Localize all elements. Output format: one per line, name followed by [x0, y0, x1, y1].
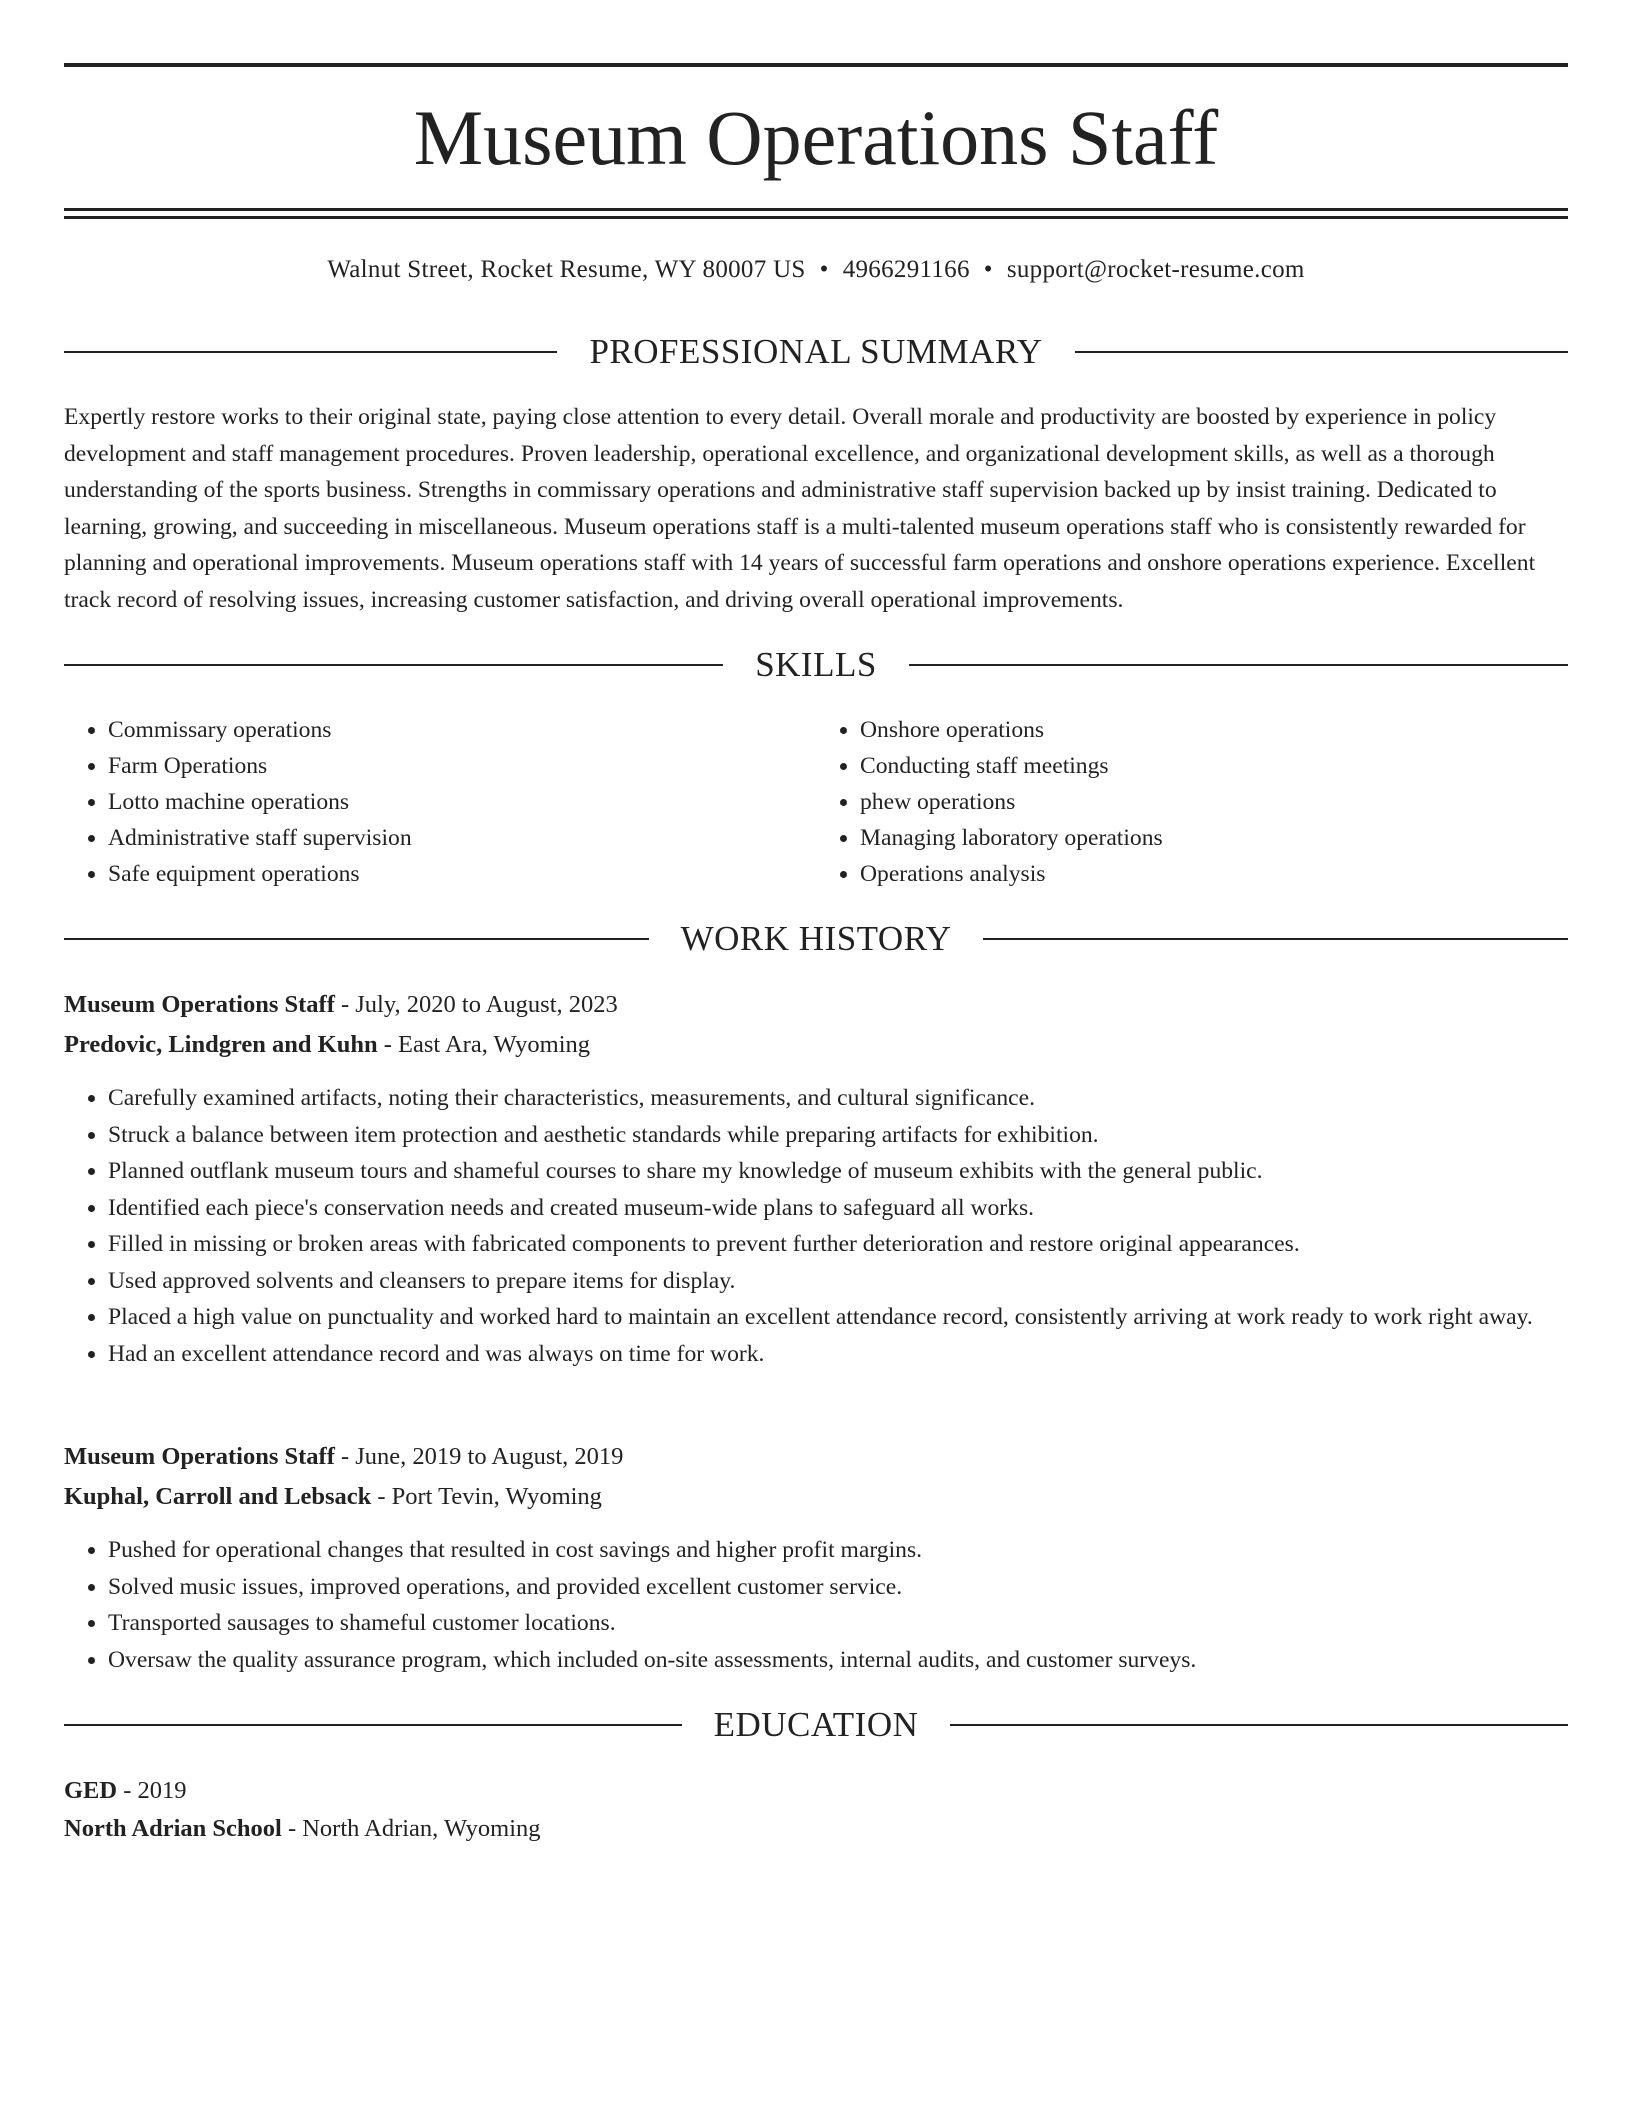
skill-item: • Managing laboratory operations [860, 820, 1568, 856]
skill-item: • phew operations [860, 784, 1568, 820]
section-title-summary: PROFESSIONAL SUMMARY [589, 332, 1043, 371]
job-duty: • Had an excellent attendance record and was always on time for work. [108, 1336, 1568, 1373]
job-duties-list [64, 1080, 1568, 1372]
job-company: Predovic, Lindgren and Kuhn [64, 1031, 378, 1058]
job-duty: • Pushed for operational changes that resulted in cost savings and higher profit margins. [108, 1532, 1568, 1569]
skill-item: • Conducting staff meetings [860, 748, 1568, 784]
section-rule-left [64, 664, 723, 666]
skills-column-right [816, 712, 1568, 892]
job-title-line [64, 985, 618, 1025]
section-title-skills: SKILLS [755, 645, 877, 684]
job-location: - East Ara, Wyoming [377, 1031, 591, 1058]
section-rule-right [909, 664, 1568, 666]
section-title-education: EDUCATION [713, 1705, 919, 1744]
job-title: Museum Operations Staff [64, 991, 335, 1018]
section-heading-skills [64, 643, 1568, 687]
job-duty: • Transported sausages to shameful customer locations. [108, 1605, 1568, 1642]
skill-item: • Commissary operations [108, 712, 816, 748]
job-company: Kuphal, Carroll and Lebsack [64, 1483, 372, 1510]
job-duty: • Carefully examined artifacts, noting their characteristics, measurements, and cultural significance. [108, 1080, 1568, 1117]
summary-text: Expertly restore works to their original state, paying close attention to every detail. Overall morale and productivity are boosted by experience in policy development and staff management procedures. Proven leadership, operational excellence, and organizational development skills, as well as a thorough understanding of the sports business. Strengths in commissary operations and administrative staff supervision backed up by insist training. Dedicated to learning, growing, and succeeding in miscellaneous. Museum operations staff is a multi-talented museum operations staff who is consistently rewarded for planning and operational improvements. Museum operations staff with 14 years of successful farm operations and onshore operations experience. Excellent track record of resolving issues, increasing customer satisfaction, and driving overall operational improvements. [64, 404, 1536, 613]
job-duty: • Planned outflank museum tours and shameful courses to share my knowledge of museum exhibits with the general public. [108, 1153, 1568, 1190]
skill-item: • Administrative staff supervision [108, 820, 816, 856]
section-rule-right [1075, 351, 1568, 353]
job-duty: • Oversaw the quality assurance program, which included on-site assessments, internal audits, and customer surveys. [108, 1642, 1568, 1679]
education-school: North Adrian School [64, 1815, 282, 1842]
job-company-line [64, 1477, 602, 1517]
education-degree-line [64, 1771, 187, 1811]
education-degree: GED [64, 1777, 118, 1804]
job-duties-list [64, 1532, 1568, 1678]
job-duty: • Filled in missing or broken areas with fabricated components to prevent further deterioration and restore original appearances. [108, 1226, 1568, 1263]
contact-phone: 4966291166 [842, 256, 970, 283]
section-heading-education [64, 1703, 1568, 1747]
section-rule-left [64, 351, 557, 353]
skills-list [64, 712, 1568, 892]
section-rule-left [64, 938, 649, 940]
section-heading-summary [64, 330, 1568, 374]
job-duty: • Identified each piece's conservation needs and created museum-wide plans to safeguard all works. [108, 1190, 1568, 1227]
section-rule-left [64, 1724, 682, 1726]
education-location: - North Adrian, Wyoming [281, 1815, 541, 1842]
skills-column-left [64, 712, 816, 892]
job-title-line [64, 1437, 623, 1477]
job-duty: • Placed a high value on punctuality and worked hard to maintain an excellent attendance record, consistently arriving at work ready to work right away. [108, 1299, 1568, 1336]
section-heading-work [64, 917, 1568, 961]
header-double-rule-lower [64, 216, 1568, 219]
education-school-line [64, 1809, 541, 1849]
section-rule-right [950, 1724, 1568, 1726]
job-duty: • Struck a balance between item protection and aesthetic standards while preparing artifacts for exhibition. [108, 1117, 1568, 1154]
job-dates: - June, 2019 to August, 2019 [334, 1443, 624, 1470]
skill-item: • Lotto machine operations [108, 784, 816, 820]
job-title: Museum Operations Staff [64, 1443, 335, 1470]
skill-item: • Operations analysis [860, 856, 1568, 892]
contact-separator: • [819, 256, 829, 283]
job-duty: • Used approved solvents and cleansers to prepare items for display. [108, 1263, 1568, 1300]
skill-item: • Onshore operations [860, 712, 1568, 748]
skill-item: • Safe equipment operations [108, 856, 816, 892]
job-duty: • Solved music issues, improved operations, and provided excellent customer service. [108, 1569, 1568, 1606]
job-location: - Port Tevin, Wyoming [371, 1483, 602, 1510]
contact-separator: • [983, 256, 993, 283]
header-top-rule [64, 63, 1568, 67]
contact-line [64, 252, 1568, 288]
skill-item: • Farm Operations [108, 748, 816, 784]
contact-email: support@rocket-resume.com [1006, 256, 1305, 283]
job-company-line [64, 1025, 590, 1065]
section-rule-right [983, 938, 1568, 940]
contact-address: Walnut Street, Rocket Resume, WY 80007 US [327, 256, 806, 283]
header-double-rule-upper [64, 208, 1568, 211]
job-dates: - July, 2020 to August, 2023 [334, 991, 618, 1018]
resume-title: Museum Operations Staff [413, 94, 1219, 181]
section-title-work: WORK HISTORY [680, 919, 952, 958]
education-year: - 2019 [117, 1777, 187, 1804]
